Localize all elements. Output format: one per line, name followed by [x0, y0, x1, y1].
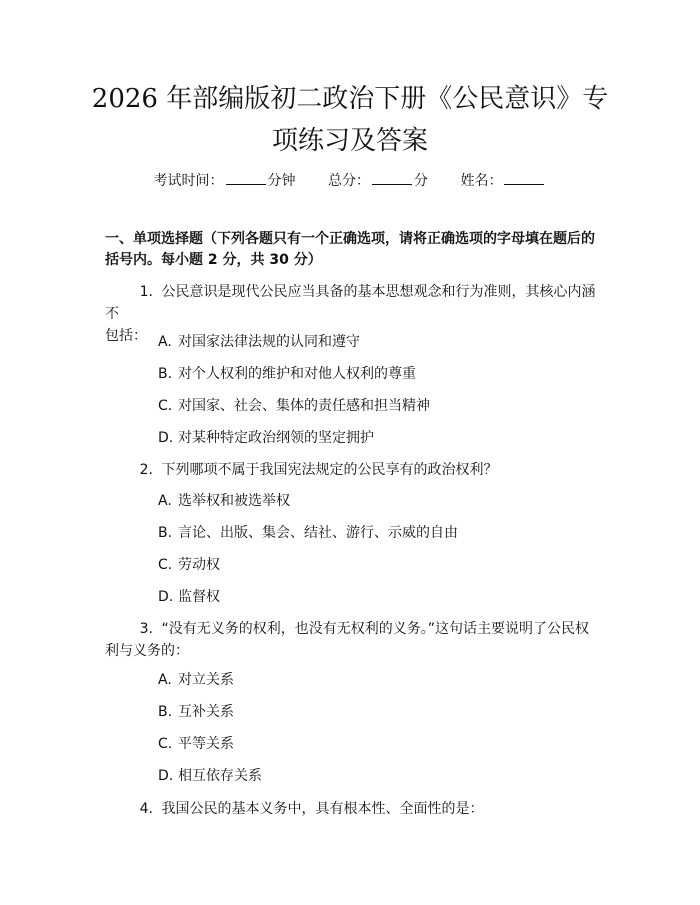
- option-letter: A.: [158, 493, 172, 509]
- question-1-option-a: [158, 332, 598, 352]
- question-number: 2.: [139, 462, 153, 478]
- question-1-option-b: [158, 364, 598, 384]
- total-score-blank: [372, 170, 412, 185]
- question-3-option-a: [158, 670, 598, 690]
- question-3-option-d: [158, 766, 598, 786]
- option-letter: D.: [158, 768, 174, 784]
- question-1-option-d: [158, 428, 598, 448]
- option-letter: B.: [158, 704, 173, 720]
- option-text: 相互依存关系: [178, 768, 262, 784]
- question-3: [105, 618, 600, 662]
- option-text: 选举权和被选举权: [178, 493, 290, 509]
- option-text: 对立关系: [178, 672, 234, 688]
- option-letter: D.: [158, 430, 174, 446]
- question-2: [105, 459, 600, 481]
- option-letter: C.: [158, 736, 173, 752]
- exam-info: [0, 170, 700, 191]
- question-text: 下列哪项不属于我国宪法规定的公民享有的政治权利？: [161, 462, 498, 478]
- option-letter: C.: [158, 557, 173, 573]
- section-1-heading-line-1: 一、单项选择题（下列各题只有一个正确选项，请将正确选项的字母填在题后的: [105, 231, 595, 247]
- question-number: 3.: [139, 621, 153, 637]
- question-3-option-c: [158, 734, 598, 754]
- exam-time-unit: 分钟: [267, 173, 296, 189]
- exam-time-label: 考试时间：: [153, 173, 224, 189]
- question-text-cont: 利与义务的：: [105, 643, 189, 659]
- total-score-unit: 分: [414, 173, 428, 189]
- exam-time-field: [154, 170, 296, 191]
- section-1-heading-line-2: 括号内。每小题 2 分，共 30 分）: [105, 252, 322, 268]
- option-letter: C.: [158, 398, 173, 414]
- option-text: 对国家法律法规的认同和遵守: [178, 334, 360, 350]
- question-text-cont: 包括：: [105, 328, 147, 344]
- option-text: 劳动权: [178, 557, 220, 573]
- title-line-1: 2026 年部编版初二政治下册《公民意识》专: [91, 84, 609, 114]
- option-letter: B.: [158, 366, 173, 382]
- document-title: [60, 78, 640, 162]
- total-score-field: [328, 170, 428, 191]
- question-2-option-a: [158, 491, 598, 511]
- option-text: 对某种特定政治纲领的坚定拥护: [178, 430, 374, 446]
- question-1-option-c: [158, 396, 598, 416]
- title-line-2: 项练习及答案: [271, 126, 428, 156]
- question-2-option-d: [158, 587, 598, 607]
- option-text: 言论、出版、集会、结社、游行、示威的自由: [178, 525, 458, 541]
- question-2-option-b: [158, 523, 598, 543]
- option-text: 平等关系: [178, 736, 234, 752]
- section-1-heading: [105, 229, 600, 271]
- name-label: 姓名：: [460, 173, 503, 189]
- question-number: 4.: [139, 801, 153, 817]
- question-3-option-b: [158, 702, 598, 722]
- question-text: 公民意识是现代公民应当具备的基本思想观念和行为准则，其核心内涵不: [105, 284, 596, 322]
- exam-time-blank: [226, 170, 266, 185]
- total-score-label: 总分：: [328, 173, 370, 189]
- option-text: 监督权: [178, 589, 220, 605]
- option-text: 对国家、社会、集体的责任感和担当精神: [178, 398, 430, 414]
- question-2-option-c: [158, 555, 598, 575]
- name-field: [460, 170, 546, 191]
- option-letter: A.: [158, 672, 172, 688]
- name-blank: [504, 170, 544, 185]
- question-number: 1.: [139, 284, 153, 300]
- option-letter: A.: [158, 334, 172, 350]
- option-text: 对个人权利的维护和对他人权利的尊重: [178, 366, 416, 382]
- option-text: 互补关系: [178, 704, 234, 720]
- question-text: “没有无义务的权利，也没有无权利的义务。”这句话主要说明了公民权: [161, 621, 589, 637]
- option-letter: B.: [158, 525, 173, 541]
- question-text: 我国公民的基本义务中，具有根本性、全面性的是：: [161, 801, 484, 817]
- option-letter: D.: [158, 589, 174, 605]
- question-4: [105, 798, 600, 820]
